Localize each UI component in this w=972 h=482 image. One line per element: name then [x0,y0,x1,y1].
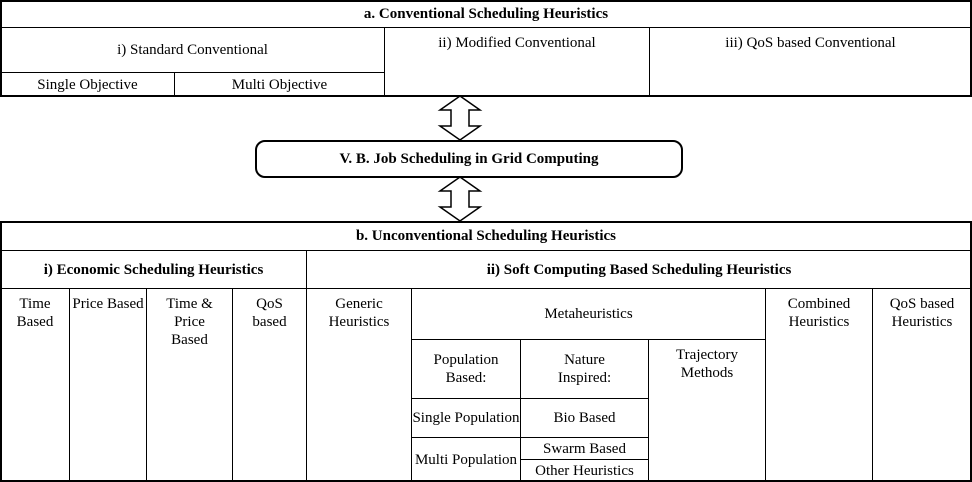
cell-multi-population: Multi Population [411,437,521,482]
cell-qos-based-economic: QoS based [232,288,307,482]
cell-standard-conventional: i) Standard Conventional [0,27,385,73]
cell-bio-based: Bio Based [520,398,649,438]
cell-qos-based-heuristics: QoS based Heuristics [872,288,972,482]
double-arrow-up-icon [433,95,487,141]
cell-swarm-based: Swarm Based [520,437,649,460]
section-b-title: b. Unconventional Scheduling Heuristics [0,221,972,251]
cell-metaheuristics: Metaheuristics [411,288,766,340]
cell-economic-heuristics: i) Economic Scheduling Heuristics [0,250,307,289]
cell-generic-heuristics: Generic Heuristics [306,288,412,482]
cell-multi-objective: Multi Objective [174,72,385,97]
cell-other-heuristics: Other Heuristics [520,459,649,482]
cell-soft-computing-heuristics: ii) Soft Computing Based Scheduling Heuristics [306,250,972,289]
cell-modified-conventional: ii) Modified Conventional [384,27,650,97]
cell-single-population: Single Population [411,398,521,438]
cell-nature-inspired: Nature Inspired: [520,339,649,399]
section-a-title: a. Conventional Scheduling Heuristics [0,0,972,28]
cell-time-price-based: Time & Price Based [146,288,233,482]
cell-combined-heuristics: Combined Heuristics [765,288,873,482]
double-arrow-down-icon [433,176,487,222]
cell-qos-conventional: iii) QoS based Conventional [649,27,972,97]
cell-population-based: Population Based: [411,339,521,399]
cell-time-based: Time Based [0,288,70,482]
cell-price-based: Price Based [69,288,147,482]
cell-trajectory-methods: Trajectory Methods [648,339,766,482]
hub-job-scheduling: V. B. Job Scheduling in Grid Computing [255,140,683,178]
cell-single-objective: Single Objective [0,72,175,97]
